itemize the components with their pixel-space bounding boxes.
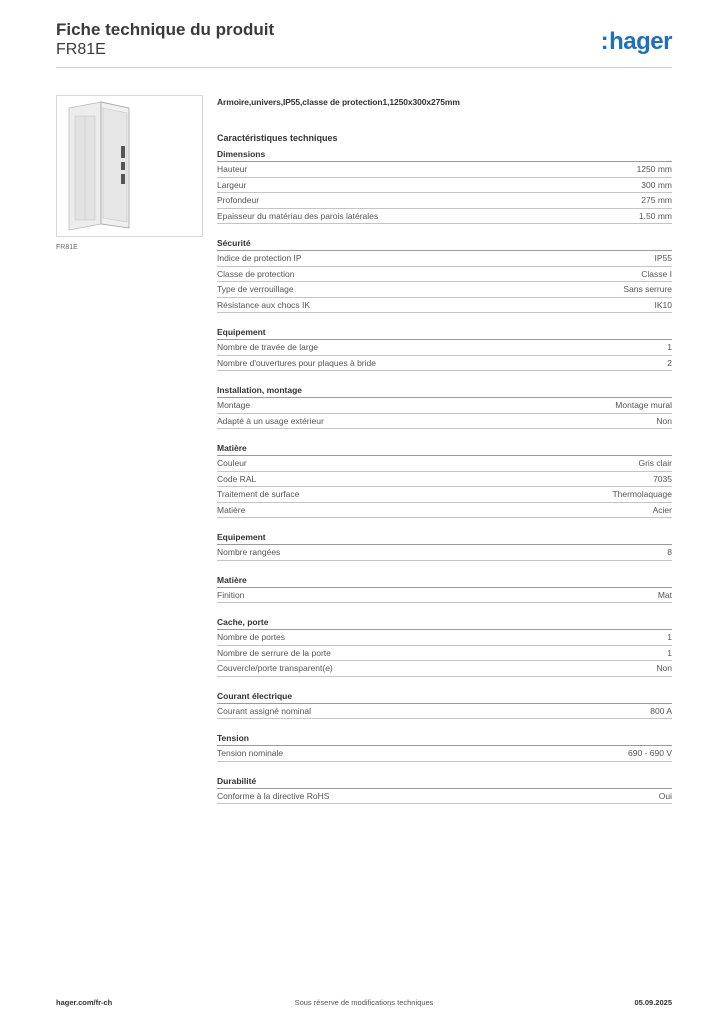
image-caption: FR81E bbox=[56, 244, 78, 251]
spec-row bbox=[217, 298, 672, 314]
spec-row bbox=[217, 251, 672, 267]
spec-label: Nombre de travée de large bbox=[217, 342, 319, 352]
document-header bbox=[56, 20, 274, 60]
spec-label: Courant assigné nominal bbox=[217, 705, 312, 716]
cabinet-illustration bbox=[57, 96, 202, 236]
spec-row bbox=[217, 545, 672, 561]
spec-label: Montage bbox=[217, 400, 251, 410]
spec-group bbox=[217, 617, 672, 677]
group-title: Equipement bbox=[217, 327, 672, 340]
spec-row bbox=[217, 162, 672, 178]
spec-value: Mat bbox=[657, 589, 672, 600]
specifications bbox=[217, 97, 672, 804]
page-title: Fiche technique du produit bbox=[56, 20, 275, 39]
footer-website-link[interactable]: hager.com/fr-ch bbox=[56, 998, 113, 1007]
group-title: Matière bbox=[217, 575, 672, 588]
spec-label: Tension nominale bbox=[217, 748, 284, 758]
spec-row bbox=[217, 487, 672, 503]
spec-row bbox=[217, 630, 672, 646]
spec-group bbox=[217, 149, 672, 224]
spec-value: 7035 bbox=[653, 473, 672, 484]
footer-date: 05.09.2025 bbox=[634, 998, 672, 1007]
spec-value: IP55 bbox=[654, 253, 672, 263]
section-heading: Caractéristiques techniques bbox=[217, 133, 338, 143]
group-title: Equipement bbox=[217, 532, 672, 545]
spec-label: Nombre rangées bbox=[217, 547, 281, 557]
spec-label: Nombre d'ouvertures pour plaques à bride bbox=[217, 357, 376, 368]
spec-row bbox=[217, 704, 672, 720]
spec-groups bbox=[217, 149, 672, 804]
product-image bbox=[56, 95, 203, 237]
spec-group bbox=[217, 776, 672, 805]
spec-value: Non bbox=[656, 415, 672, 426]
spec-group bbox=[217, 327, 672, 371]
spec-value: Thermolaquage bbox=[612, 489, 672, 499]
spec-row bbox=[217, 503, 672, 519]
spec-row bbox=[217, 661, 672, 677]
group-title: Tension bbox=[217, 733, 672, 746]
spec-group bbox=[217, 575, 672, 604]
spec-row bbox=[217, 267, 672, 283]
spec-group bbox=[217, 532, 672, 561]
spec-label: Finition bbox=[217, 589, 245, 600]
footer-disclaimer: Sous réserve de modifications techniques bbox=[294, 998, 434, 1007]
spec-label: Nombre de serrure de la porte bbox=[217, 647, 331, 658]
spec-row bbox=[217, 456, 672, 472]
spec-row bbox=[217, 746, 672, 762]
spec-label: Matière bbox=[217, 504, 246, 515]
spec-value: Montage mural bbox=[615, 400, 672, 410]
spec-label: Code RAL bbox=[217, 473, 257, 484]
spec-value: 1250 mm bbox=[636, 164, 672, 174]
spec-value: Non bbox=[656, 663, 672, 673]
spec-value: 690 - 690 V bbox=[628, 748, 672, 758]
spec-label: Hauteur bbox=[217, 164, 248, 174]
spec-value: 300 mm bbox=[641, 179, 672, 190]
hager-logo: :hager bbox=[600, 28, 672, 55]
spec-value: Acier bbox=[652, 504, 672, 515]
spec-row bbox=[217, 356, 672, 372]
spec-group bbox=[217, 733, 672, 762]
spec-value: IK10 bbox=[654, 299, 672, 310]
group-title: Sécurité bbox=[217, 238, 672, 251]
group-title: Durabilité bbox=[217, 776, 672, 789]
spec-label: Conforme à la directive RoHS bbox=[217, 790, 330, 801]
spec-value: 2 bbox=[667, 357, 672, 368]
spec-value: 1 bbox=[667, 647, 672, 658]
header-divider bbox=[56, 67, 672, 68]
spec-label: Largeur bbox=[217, 179, 247, 190]
spec-label: Adapté à un usage extérieur bbox=[217, 415, 324, 426]
product-reference: FR81E bbox=[56, 41, 106, 58]
spec-value: 1.50 mm bbox=[638, 210, 672, 221]
spec-label: Type de verrouillage bbox=[217, 284, 294, 294]
spec-value: 800 A bbox=[650, 705, 672, 716]
spec-value: 275 mm bbox=[641, 195, 672, 205]
spec-row bbox=[217, 414, 672, 430]
spec-value: Gris clair bbox=[638, 458, 672, 468]
spec-row bbox=[217, 193, 672, 209]
spec-label: Classe de protection bbox=[217, 268, 295, 279]
group-title: Cache, porte bbox=[217, 617, 672, 630]
spec-label: Couleur bbox=[217, 458, 247, 468]
group-title: Courant électrique bbox=[217, 691, 672, 704]
group-title: Matière bbox=[217, 443, 672, 456]
spec-row bbox=[217, 398, 672, 414]
spec-row bbox=[217, 646, 672, 662]
product-description: Armoire,univers,IP55,classe de protection1,1250x300x275mm bbox=[217, 97, 460, 107]
spec-group bbox=[217, 691, 672, 720]
spec-label: Epaisseur du matériau des parois latérales bbox=[217, 210, 379, 221]
spec-group bbox=[217, 385, 672, 429]
spec-row bbox=[217, 588, 672, 604]
spec-row bbox=[217, 209, 672, 225]
group-title: Installation, montage bbox=[217, 385, 672, 398]
spec-label: Indice de protection IP bbox=[217, 253, 302, 263]
spec-row bbox=[217, 789, 672, 805]
spec-value: 1 bbox=[667, 342, 672, 352]
spec-row bbox=[217, 282, 672, 298]
group-title: Dimensions bbox=[217, 149, 672, 162]
spec-value: Sans serrure bbox=[623, 284, 672, 294]
spec-value: 1 bbox=[667, 632, 672, 642]
spec-group bbox=[217, 443, 672, 518]
spec-row bbox=[217, 178, 672, 194]
spec-value: 8 bbox=[667, 547, 672, 557]
spec-group bbox=[217, 238, 672, 313]
spec-row bbox=[217, 340, 672, 356]
spec-value: Classe I bbox=[641, 268, 672, 279]
spec-label: Traitement de surface bbox=[217, 489, 300, 499]
spec-value: Oui bbox=[658, 790, 672, 801]
spec-label: Profondeur bbox=[217, 195, 260, 205]
spec-label: Couvercle/porte transparent(e) bbox=[217, 663, 333, 673]
spec-row bbox=[217, 472, 672, 488]
spec-label: Nombre de portes bbox=[217, 632, 286, 642]
spec-label: Résistance aux chocs IK bbox=[217, 299, 311, 310]
